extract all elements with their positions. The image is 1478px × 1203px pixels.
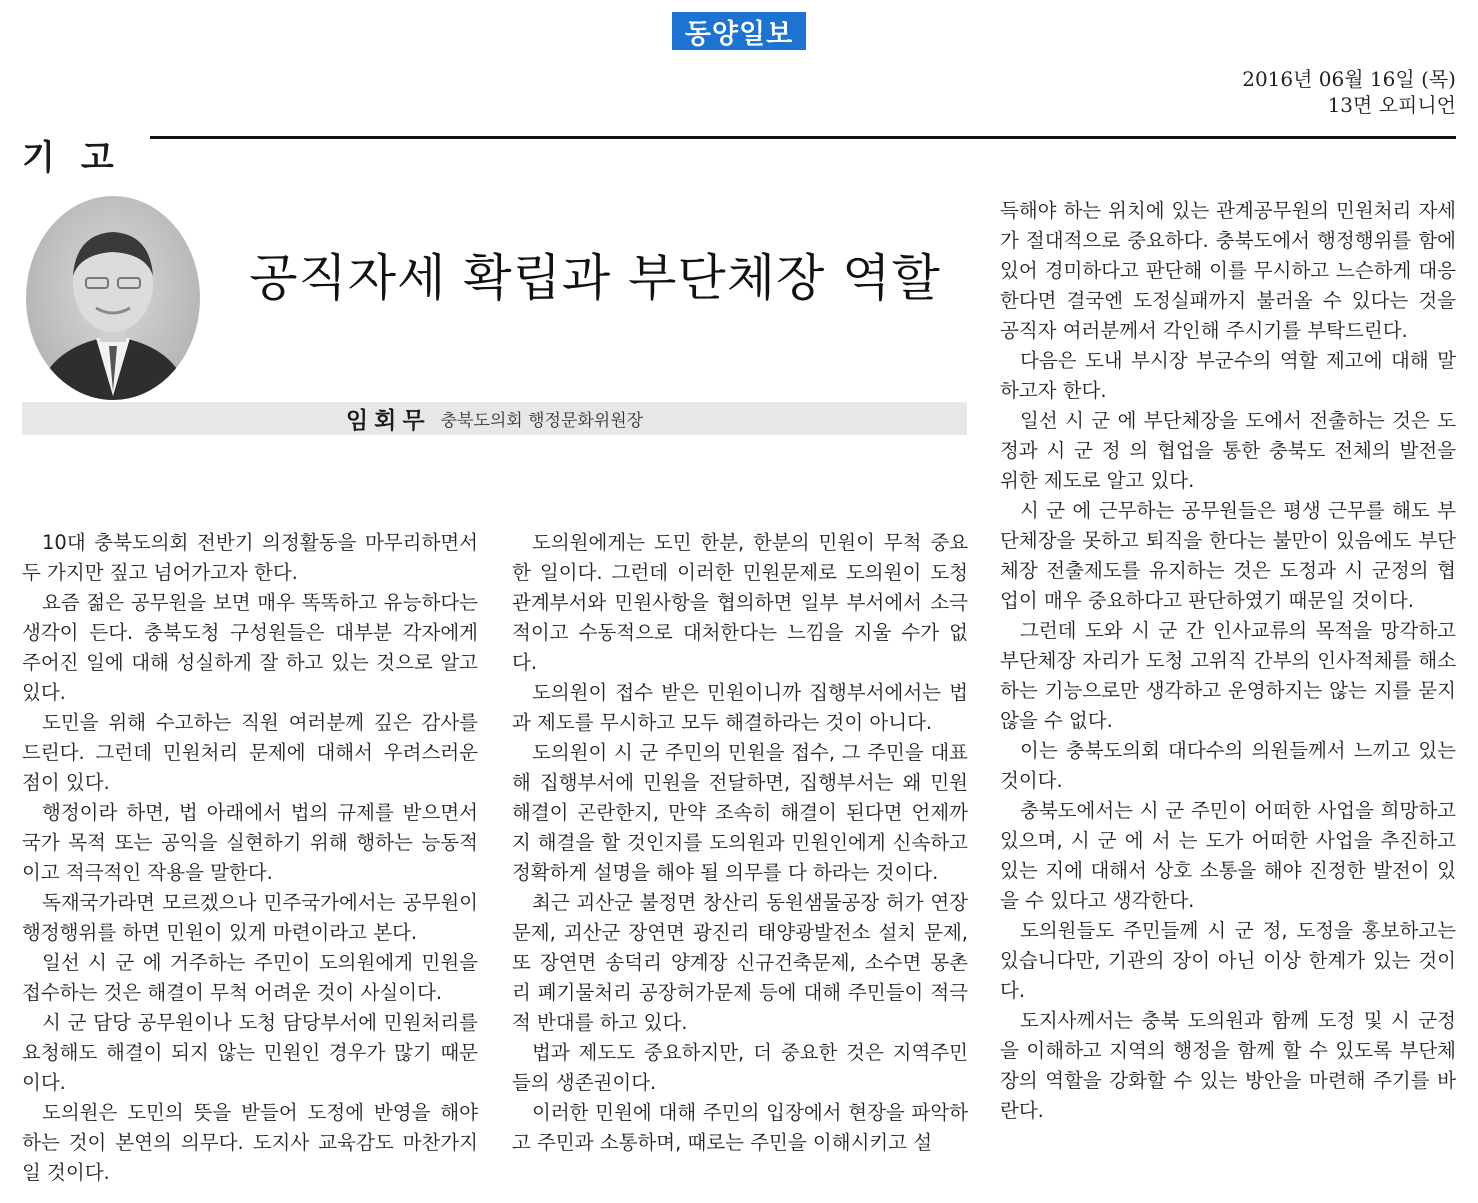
byline-bar bbox=[22, 402, 967, 435]
paragraph: 이는 충북도의회 대다수의 의원들께서 느끼고 있는 것이다. bbox=[1000, 739, 1456, 792]
paragraph: 도의원들도 주민들께 시 군 정, 도정을 홍보하고는 있습니다만, 기관의 장이 아닌 이상 한계가 있는 것이다. bbox=[1000, 919, 1456, 1002]
paragraph: 행정이라 하면, 법 아래에서 법의 규제를 받으면서 국가 목적 또는 공익을 실현하기 위해 행하는 능동적이고 적극적인 작용을 말한다. bbox=[22, 801, 478, 884]
section-label: 기고 bbox=[22, 138, 140, 178]
paragraph: 일선 시 군 에 거주하는 주민이 도의원에게 민원을 접수하는 것은 해결이 무척 어려운 것이 사실이다. bbox=[22, 951, 478, 1004]
article-column-1 bbox=[22, 528, 478, 1188]
header-rule bbox=[150, 136, 1456, 139]
author-name: 임회무 bbox=[345, 408, 431, 434]
paragraph: 일선 시 군 에 부단체장을 도에서 전출하는 것은 도정과 시 군 정 의 협업을 통한 충북도 전체의 발전을 위한 제도로 알고 있다. bbox=[1000, 409, 1456, 492]
paragraph: 이러한 민원에 대해 주민의 입장에서 현장을 파악하고 주민과 소통하며, 때로는 주민을 이해시키고 설 bbox=[512, 1101, 968, 1154]
paragraph: 10대 충북도의회 전반기 의정활동을 마무리하면서 두 가지만 짚고 넘어가고자 한다. bbox=[22, 531, 478, 584]
paragraph: 시 군 에 근무하는 공무원들은 평생 근무를 해도 부단체장을 못하고 퇴직을 한다는 불만이 있음에도 부단체장 전출제도를 유지하는 것은 도정과 시 군정의 협업이 매우 중요하다고 판단하였기 때문일 것이다. bbox=[1000, 499, 1456, 612]
article-column-3 bbox=[1000, 196, 1456, 1126]
publication-date: 2016년 06월 16일 (목) bbox=[1242, 67, 1456, 91]
page-section-info: 13면 오피니언 bbox=[1327, 93, 1456, 117]
article-headline: 공직자세 확립과 부단체장 역할 bbox=[249, 249, 941, 307]
paragraph: 다음은 도내 부시장 부군수의 역할 제고에 대해 말하고자 한다. bbox=[1000, 349, 1456, 402]
article-column-2 bbox=[512, 528, 968, 1158]
paragraph: 도지사께서는 충북 도의원과 함께 도정 및 시 군정을 이해하고 지역의 행정을 함께 할 수 있도록 부단체장의 역할을 강화할 수 있는 방안을 마련해 주기를 바란다. bbox=[1000, 1009, 1456, 1122]
paragraph: 법과 제도도 중요하지만, 더 중요한 것은 지역주민들의 생존권이다. bbox=[512, 1041, 968, 1094]
paragraph: 최근 괴산군 불정면 창산리 동원샘물공장 허가 연장문제, 괴산군 장연면 광진리 태양광발전소 설치 문제, 또 장연면 송덕리 양계장 신규건축문제, 소수면 몽촌리 폐기물처리 공장허가문제 등에 대해 주민들이 적극적 반대를 하고 있다. bbox=[512, 891, 968, 1034]
author-photo bbox=[26, 196, 200, 400]
paragraph: 도의원은 도민의 뜻을 받들어 도정에 반영을 해야 하는 것이 본연의 의무다. 도지사 교육감도 마찬가지일 것이다. bbox=[22, 1101, 478, 1184]
paragraph: 도의원이 접수 받은 민원이니까 집행부서에서는 법과 제도를 무시하고 모두 해결하라는 것이 아니다. bbox=[512, 681, 968, 734]
paragraph: 그런데 도와 시 군 간 인사교류의 목적을 망각하고 부단체장 자리가 도청 고위직 간부의 인사적체를 해소하는 기능으로만 생각하고 운영하지는 않는 지를 묻지 않을 수 없다. bbox=[1000, 619, 1456, 732]
paragraph-continued: 득해야 하는 위치에 있는 관계공무원의 민원처리 자세가 절대적으로 중요하다. 충북도에서 행정행위를 함에 있어 경미하다고 판단해 이를 무시하고 느슨하게 대응한다면 결국엔 도정실패까지 불러올 수 있다는 것을 공직자 여러분께서 각인해 주시기를 부탁드린다. bbox=[1000, 199, 1456, 342]
paragraph: 시 군 담당 공무원이나 도청 담당부서에 민원처리를 요청해도 해결이 되지 않는 민원인 경우가 많기 때문이다. bbox=[22, 1011, 478, 1094]
paragraph: 도민을 위해 수고하는 직원 여러분께 깊은 감사를 드린다. 그런데 민원처리 문제에 대해서 우려스러운 점이 있다. bbox=[22, 711, 478, 794]
author-portrait-illustration bbox=[26, 196, 200, 400]
publication-date-block bbox=[1242, 66, 1456, 118]
author-title: 충북도의회 행정문화위원장 bbox=[440, 411, 644, 431]
paragraph: 충북도에서는 시 군 주민이 어떠한 사업을 희망하고 있으며, 시 군 에 서 는 도가 어떠한 사업을 추진하고 있는 지에 대해서 상호 소통을 해야 진정한 발전이 있을 수 있다고 생각한다. bbox=[1000, 799, 1456, 912]
paragraph: 독재국가라면 모르겠으나 민주국가에서는 공무원이 행정행위를 하면 민원이 있게 마련이라고 본다. bbox=[22, 891, 478, 944]
paragraph: 요즘 젊은 공무원을 보면 매우 똑똑하고 유능하다는 생각이 든다. 충북도청 구성원들은 대부분 각자에게 주어진 일에 대해 성실하게 잘 하고 있는 것으로 알고 있다. bbox=[22, 591, 478, 704]
paragraph: 도의원이 시 군 주민의 민원을 접수, 그 주민을 대표해 집행부서에 민원을 전달하면, 집행부서는 왜 민원해결이 곤란한지, 만약 조속히 해결이 된다면 언제까지 해결을 할 것인지를 도의원과 민원인에게 신속하고 정확하게 설명을 해야 될 의무를 다 하라는 것이다. bbox=[512, 741, 968, 884]
newspaper-logo: 동양일보 bbox=[672, 12, 806, 50]
paragraph: 도의원에게는 도민 한분, 한분의 민원이 무척 중요한 일이다. 그런데 이러한 민원문제로 도의원이 도청 관계부서와 민원사항을 협의하면 일부 부서에서 소극적이고 수동적으로 대처한다는 느낌을 지울 수가 없다. bbox=[512, 531, 968, 674]
